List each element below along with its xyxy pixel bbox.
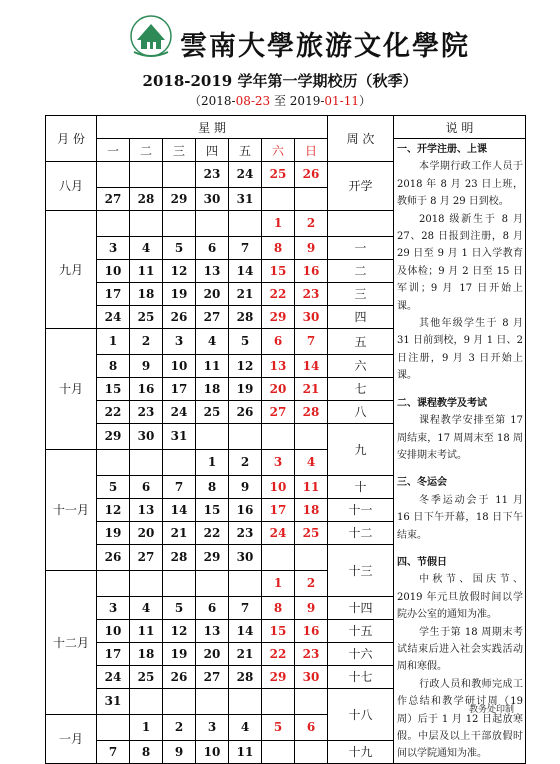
day-cell: 11 <box>130 259 163 282</box>
day-cell: 23 <box>196 162 229 188</box>
day-cell: 3 <box>163 328 196 354</box>
week-number-cell: 七 <box>328 377 394 400</box>
notes-section-title: 一、开学注册、上课 <box>397 144 487 155</box>
day-cell: 13 <box>130 498 163 521</box>
weekday-header-sunday: 日 <box>295 139 328 162</box>
day-cell: 19 <box>163 642 196 665</box>
day-cell: 11 <box>229 740 262 763</box>
day-cell: 19 <box>229 377 262 400</box>
week-number-cell: 十五 <box>328 619 394 642</box>
weekend-day-cell: 20 <box>262 377 295 400</box>
notes-paragraph: 本学期行政工作人员于 2018 年 8 月 23 日上班，教师于 8 月 29 日到校。 <box>397 161 523 208</box>
day-cell: 12 <box>97 498 130 521</box>
day-cell: 29 <box>163 187 196 210</box>
weekend-day-cell: 29 <box>262 305 295 328</box>
month-label: 八月 <box>46 162 97 211</box>
day-cell: 7 <box>229 236 262 259</box>
day-cell: 18 <box>196 377 229 400</box>
day-cell: 17 <box>97 642 130 665</box>
week-number-cell: 三 <box>328 282 394 305</box>
weekend-day-cell <box>262 187 295 210</box>
day-cell: 21 <box>229 642 262 665</box>
day-cell: 25 <box>130 305 163 328</box>
day-cell: 31 <box>97 688 130 714</box>
day-cell: 17 <box>163 377 196 400</box>
weekend-day-cell: 23 <box>295 282 328 305</box>
weekday-header: 二 <box>130 139 163 162</box>
week-number-cell: 十九 <box>328 740 394 763</box>
day-cell: 24 <box>163 400 196 423</box>
weekend-day-cell: 9 <box>295 596 328 619</box>
day-cell <box>163 449 196 475</box>
day-cell: 4 <box>196 328 229 354</box>
day-cell: 10 <box>163 354 196 377</box>
weekday-header-saturday: 六 <box>262 139 295 162</box>
day-cell: 21 <box>229 282 262 305</box>
day-cell: 29 <box>97 423 130 449</box>
day-cell: 14 <box>229 619 262 642</box>
notes-paragraph: 2018 级新生于 8 月 27、28 日报到注册，8 月 29 日至 9 月 1 日入学教育及体检；9 月 2 日至 15 日军训；9 月 17 日开始上课。 <box>397 213 523 312</box>
day-cell: 8 <box>196 475 229 498</box>
day-cell: 20 <box>196 282 229 305</box>
day-cell <box>97 210 130 236</box>
weekend-day-cell: 27 <box>262 400 295 423</box>
day-cell: 7 <box>229 596 262 619</box>
day-cell: 15 <box>196 498 229 521</box>
day-cell: 30 <box>196 187 229 210</box>
notes-paragraph: 学生于第 18 周期末考试结束后进入社会实践活动周和寒假。 <box>397 626 523 673</box>
weekend-day-cell: 18 <box>295 498 328 521</box>
month-label: 十一月 <box>46 449 97 570</box>
week-number-cell: 十八 <box>328 688 394 740</box>
day-cell: 1 <box>196 449 229 475</box>
day-cell <box>130 162 163 188</box>
day-cell: 5 <box>163 236 196 259</box>
weekend-day-cell: 23 <box>295 642 328 665</box>
school-name: 雲南大學旅游文化學院 <box>180 31 470 62</box>
day-cell: 29 <box>196 544 229 570</box>
weekend-day-cell <box>262 423 295 449</box>
week-number-cell: 十二 <box>328 521 394 544</box>
weekend-day-cell <box>262 688 295 714</box>
day-cell <box>196 688 229 714</box>
day-cell: 9 <box>130 354 163 377</box>
week-number-cell: 十四 <box>328 596 394 619</box>
day-cell <box>130 570 163 596</box>
week-number-cell: 十六 <box>328 642 394 665</box>
day-cell: 30 <box>229 544 262 570</box>
day-cell: 24 <box>97 305 130 328</box>
day-cell: 8 <box>97 354 130 377</box>
day-cell: 17 <box>97 282 130 305</box>
weekend-day-cell: 2 <box>295 210 328 236</box>
day-cell: 22 <box>196 521 229 544</box>
day-cell: 14 <box>163 498 196 521</box>
day-cell: 14 <box>229 259 262 282</box>
weekend-day-cell <box>295 740 328 763</box>
day-cell: 7 <box>97 740 130 763</box>
day-cell: 15 <box>97 377 130 400</box>
day-cell: 28 <box>130 187 163 210</box>
day-cell: 21 <box>163 521 196 544</box>
printer-credit: 教务处印制 <box>468 705 514 715</box>
day-cell <box>163 570 196 596</box>
week-number-cell: 八 <box>328 400 394 423</box>
weekend-day-cell: 3 <box>262 449 295 475</box>
day-cell: 5 <box>97 475 130 498</box>
day-cell: 1 <box>130 714 163 740</box>
weekend-day-cell: 25 <box>295 521 328 544</box>
notes-header: 说 明 <box>394 116 526 139</box>
week-number-header: 周 次 <box>328 116 394 162</box>
day-cell: 24 <box>229 162 262 188</box>
day-cell: 4 <box>130 596 163 619</box>
day-cell: 28 <box>229 305 262 328</box>
day-cell: 12 <box>229 354 262 377</box>
day-cell: 10 <box>196 740 229 763</box>
day-cell: 25 <box>196 400 229 423</box>
day-cell: 19 <box>163 282 196 305</box>
weekend-day-cell <box>262 740 295 763</box>
week-number-cell: 一 <box>328 236 394 259</box>
day-cell: 13 <box>196 619 229 642</box>
day-cell <box>163 162 196 188</box>
day-cell: 18 <box>130 642 163 665</box>
day-cell: 30 <box>130 423 163 449</box>
week-number-cell: 六 <box>328 354 394 377</box>
day-cell: 18 <box>130 282 163 305</box>
day-cell: 5 <box>229 328 262 354</box>
weekend-day-cell: 30 <box>295 305 328 328</box>
day-cell: 2 <box>229 449 262 475</box>
weekend-day-cell: 8 <box>262 236 295 259</box>
weekday-header: 四 <box>196 139 229 162</box>
month-label: 十二月 <box>46 570 97 714</box>
day-cell: 16 <box>229 498 262 521</box>
month-header: 月 份 <box>46 116 97 162</box>
notes-section-title: 四、节假日 <box>397 556 447 568</box>
month-label: 一月 <box>46 714 97 763</box>
day-cell: 31 <box>229 187 262 210</box>
calendar-date-range: （2018-08-23 至 2019-01-11） <box>188 94 372 108</box>
day-cell: 19 <box>97 521 130 544</box>
day-cell <box>229 570 262 596</box>
notes-paragraph: 冬季运动会于 11 月 16 日下午开幕，18 日下午结束。 <box>397 494 523 541</box>
day-cell: 27 <box>196 305 229 328</box>
day-cell: 12 <box>163 259 196 282</box>
day-cell: 9 <box>163 740 196 763</box>
day-cell <box>196 210 229 236</box>
weekend-day-cell: 2 <box>295 570 328 596</box>
weekday-header: 三 <box>163 139 196 162</box>
weekend-day-cell: 25 <box>262 162 295 188</box>
day-cell: 5 <box>163 596 196 619</box>
day-cell: 3 <box>97 236 130 259</box>
day-cell: 6 <box>130 475 163 498</box>
day-cell: 28 <box>163 544 196 570</box>
day-cell: 11 <box>196 354 229 377</box>
week-number-cell: 十七 <box>328 665 394 688</box>
day-cell: 27 <box>97 187 130 210</box>
day-cell <box>130 449 163 475</box>
day-cell: 31 <box>163 423 196 449</box>
day-cell: 23 <box>130 400 163 423</box>
weekend-day-cell: 17 <box>262 498 295 521</box>
day-cell: 27 <box>130 544 163 570</box>
day-cell <box>97 162 130 188</box>
day-cell <box>130 688 163 714</box>
weekend-day-cell: 30 <box>295 665 328 688</box>
weekend-day-cell: 16 <box>295 259 328 282</box>
day-cell: 27 <box>196 665 229 688</box>
weekend-day-cell: 1 <box>262 570 295 596</box>
day-cell <box>163 688 196 714</box>
weekend-day-cell: 21 <box>295 377 328 400</box>
weekend-day-cell: 1 <box>262 210 295 236</box>
day-cell: 20 <box>130 521 163 544</box>
weekend-day-cell <box>295 187 328 210</box>
day-cell: 12 <box>163 619 196 642</box>
weekend-day-cell <box>295 423 328 449</box>
month-label: 十月 <box>46 328 97 449</box>
weekend-day-cell: 14 <box>295 354 328 377</box>
weekend-day-cell: 9 <box>295 236 328 259</box>
notes-paragraph: 课程教学安排至第 17 周结束，17 周周末至 18 周安排期末考试。 <box>397 415 523 461</box>
day-cell: 3 <box>196 714 229 740</box>
day-cell <box>130 210 163 236</box>
day-cell: 13 <box>196 259 229 282</box>
day-cell: 16 <box>130 377 163 400</box>
day-cell: 1 <box>97 328 130 354</box>
day-cell: 3 <box>97 596 130 619</box>
week-number-cell: 五 <box>328 328 394 354</box>
weekend-day-cell: 7 <box>295 328 328 354</box>
weekday-header: 五 <box>229 139 262 162</box>
weekend-day-cell: 5 <box>262 714 295 740</box>
weekend-day-cell: 16 <box>295 619 328 642</box>
weekday-header: 一 <box>97 139 130 162</box>
weekend-day-cell: 4 <box>295 449 328 475</box>
weekend-day-cell: 24 <box>262 521 295 544</box>
day-cell: 2 <box>130 328 163 354</box>
school-calendar-table <box>45 115 526 764</box>
week-number-cell: 十 <box>328 475 394 498</box>
notes-section-title: 三、冬运会 <box>397 477 447 489</box>
weekend-day-cell: 22 <box>262 642 295 665</box>
weekend-day-cell: 15 <box>262 619 295 642</box>
calendar-title: 2018-2019 学年第一学期校历（秋季） <box>142 72 418 90</box>
day-cell: 7 <box>163 475 196 498</box>
day-cell: 8 <box>130 740 163 763</box>
week-number-cell: 九 <box>328 423 394 475</box>
university-logo <box>128 14 174 58</box>
day-cell: 10 <box>97 259 130 282</box>
day-cell <box>196 570 229 596</box>
weekend-day-cell: 15 <box>262 259 295 282</box>
day-cell: 9 <box>229 475 262 498</box>
day-cell <box>97 449 130 475</box>
weekend-day-cell: 26 <box>295 162 328 188</box>
weekend-day-cell: 29 <box>262 665 295 688</box>
weekend-day-cell <box>295 688 328 714</box>
day-cell: 26 <box>97 544 130 570</box>
week-number-cell: 四 <box>328 305 394 328</box>
weekend-day-cell <box>262 544 295 570</box>
month-label: 九月 <box>46 210 97 328</box>
weekend-day-cell: 6 <box>262 328 295 354</box>
day-cell: 22 <box>97 400 130 423</box>
weekend-day-cell: 28 <box>295 400 328 423</box>
day-cell: 24 <box>97 665 130 688</box>
day-cell: 28 <box>229 665 262 688</box>
day-cell: 26 <box>163 305 196 328</box>
day-cell: 4 <box>130 236 163 259</box>
day-cell: 20 <box>196 642 229 665</box>
notes-panel <box>394 139 526 764</box>
day-cell: 23 <box>229 521 262 544</box>
day-cell <box>229 210 262 236</box>
day-cell: 2 <box>163 714 196 740</box>
day-cell: 11 <box>130 619 163 642</box>
day-cell <box>97 714 130 740</box>
day-cell <box>163 210 196 236</box>
day-cell: 6 <box>196 596 229 619</box>
weekday-group-header: 星 期 <box>97 116 328 139</box>
week-number-cell: 十一 <box>328 498 394 521</box>
weekend-day-cell: 6 <box>295 714 328 740</box>
weekend-day-cell <box>295 544 328 570</box>
day-cell: 25 <box>130 665 163 688</box>
weekend-day-cell: 10 <box>262 475 295 498</box>
day-cell: 26 <box>163 665 196 688</box>
weekend-day-cell: 11 <box>295 475 328 498</box>
week-number-cell: 十三 <box>328 544 394 596</box>
day-cell: 4 <box>229 714 262 740</box>
day-cell: 26 <box>229 400 262 423</box>
week-number-cell: 开学 <box>328 162 394 211</box>
day-cell: 10 <box>97 619 130 642</box>
day-cell: 6 <box>196 236 229 259</box>
week-number-cell: 二 <box>328 259 394 282</box>
day-cell <box>196 423 229 449</box>
notes-paragraph: 行政人员和教师完成工作总结和教学研讨周（19周）后于 1 月 12 日起放寒假。中层及以上干部放假时间以学院通知为准。 <box>397 678 523 760</box>
notes-paragraph: 中秋节、国庆节、2019 年元旦放假时间以学院办公室的通知为准。 <box>397 574 523 621</box>
weekend-day-cell: 13 <box>262 354 295 377</box>
day-cell <box>229 688 262 714</box>
notes-section-title: 二、课程教学及考试 <box>397 397 487 409</box>
weekend-day-cell: 22 <box>262 282 295 305</box>
weekend-day-cell: 8 <box>262 596 295 619</box>
day-cell <box>97 570 130 596</box>
notes-paragraph: 其他年级学生于 8 月 31 日前到校，9 月 1 日、2 日注册，9 月 3 日开始上课。 <box>397 318 523 382</box>
day-cell <box>229 423 262 449</box>
